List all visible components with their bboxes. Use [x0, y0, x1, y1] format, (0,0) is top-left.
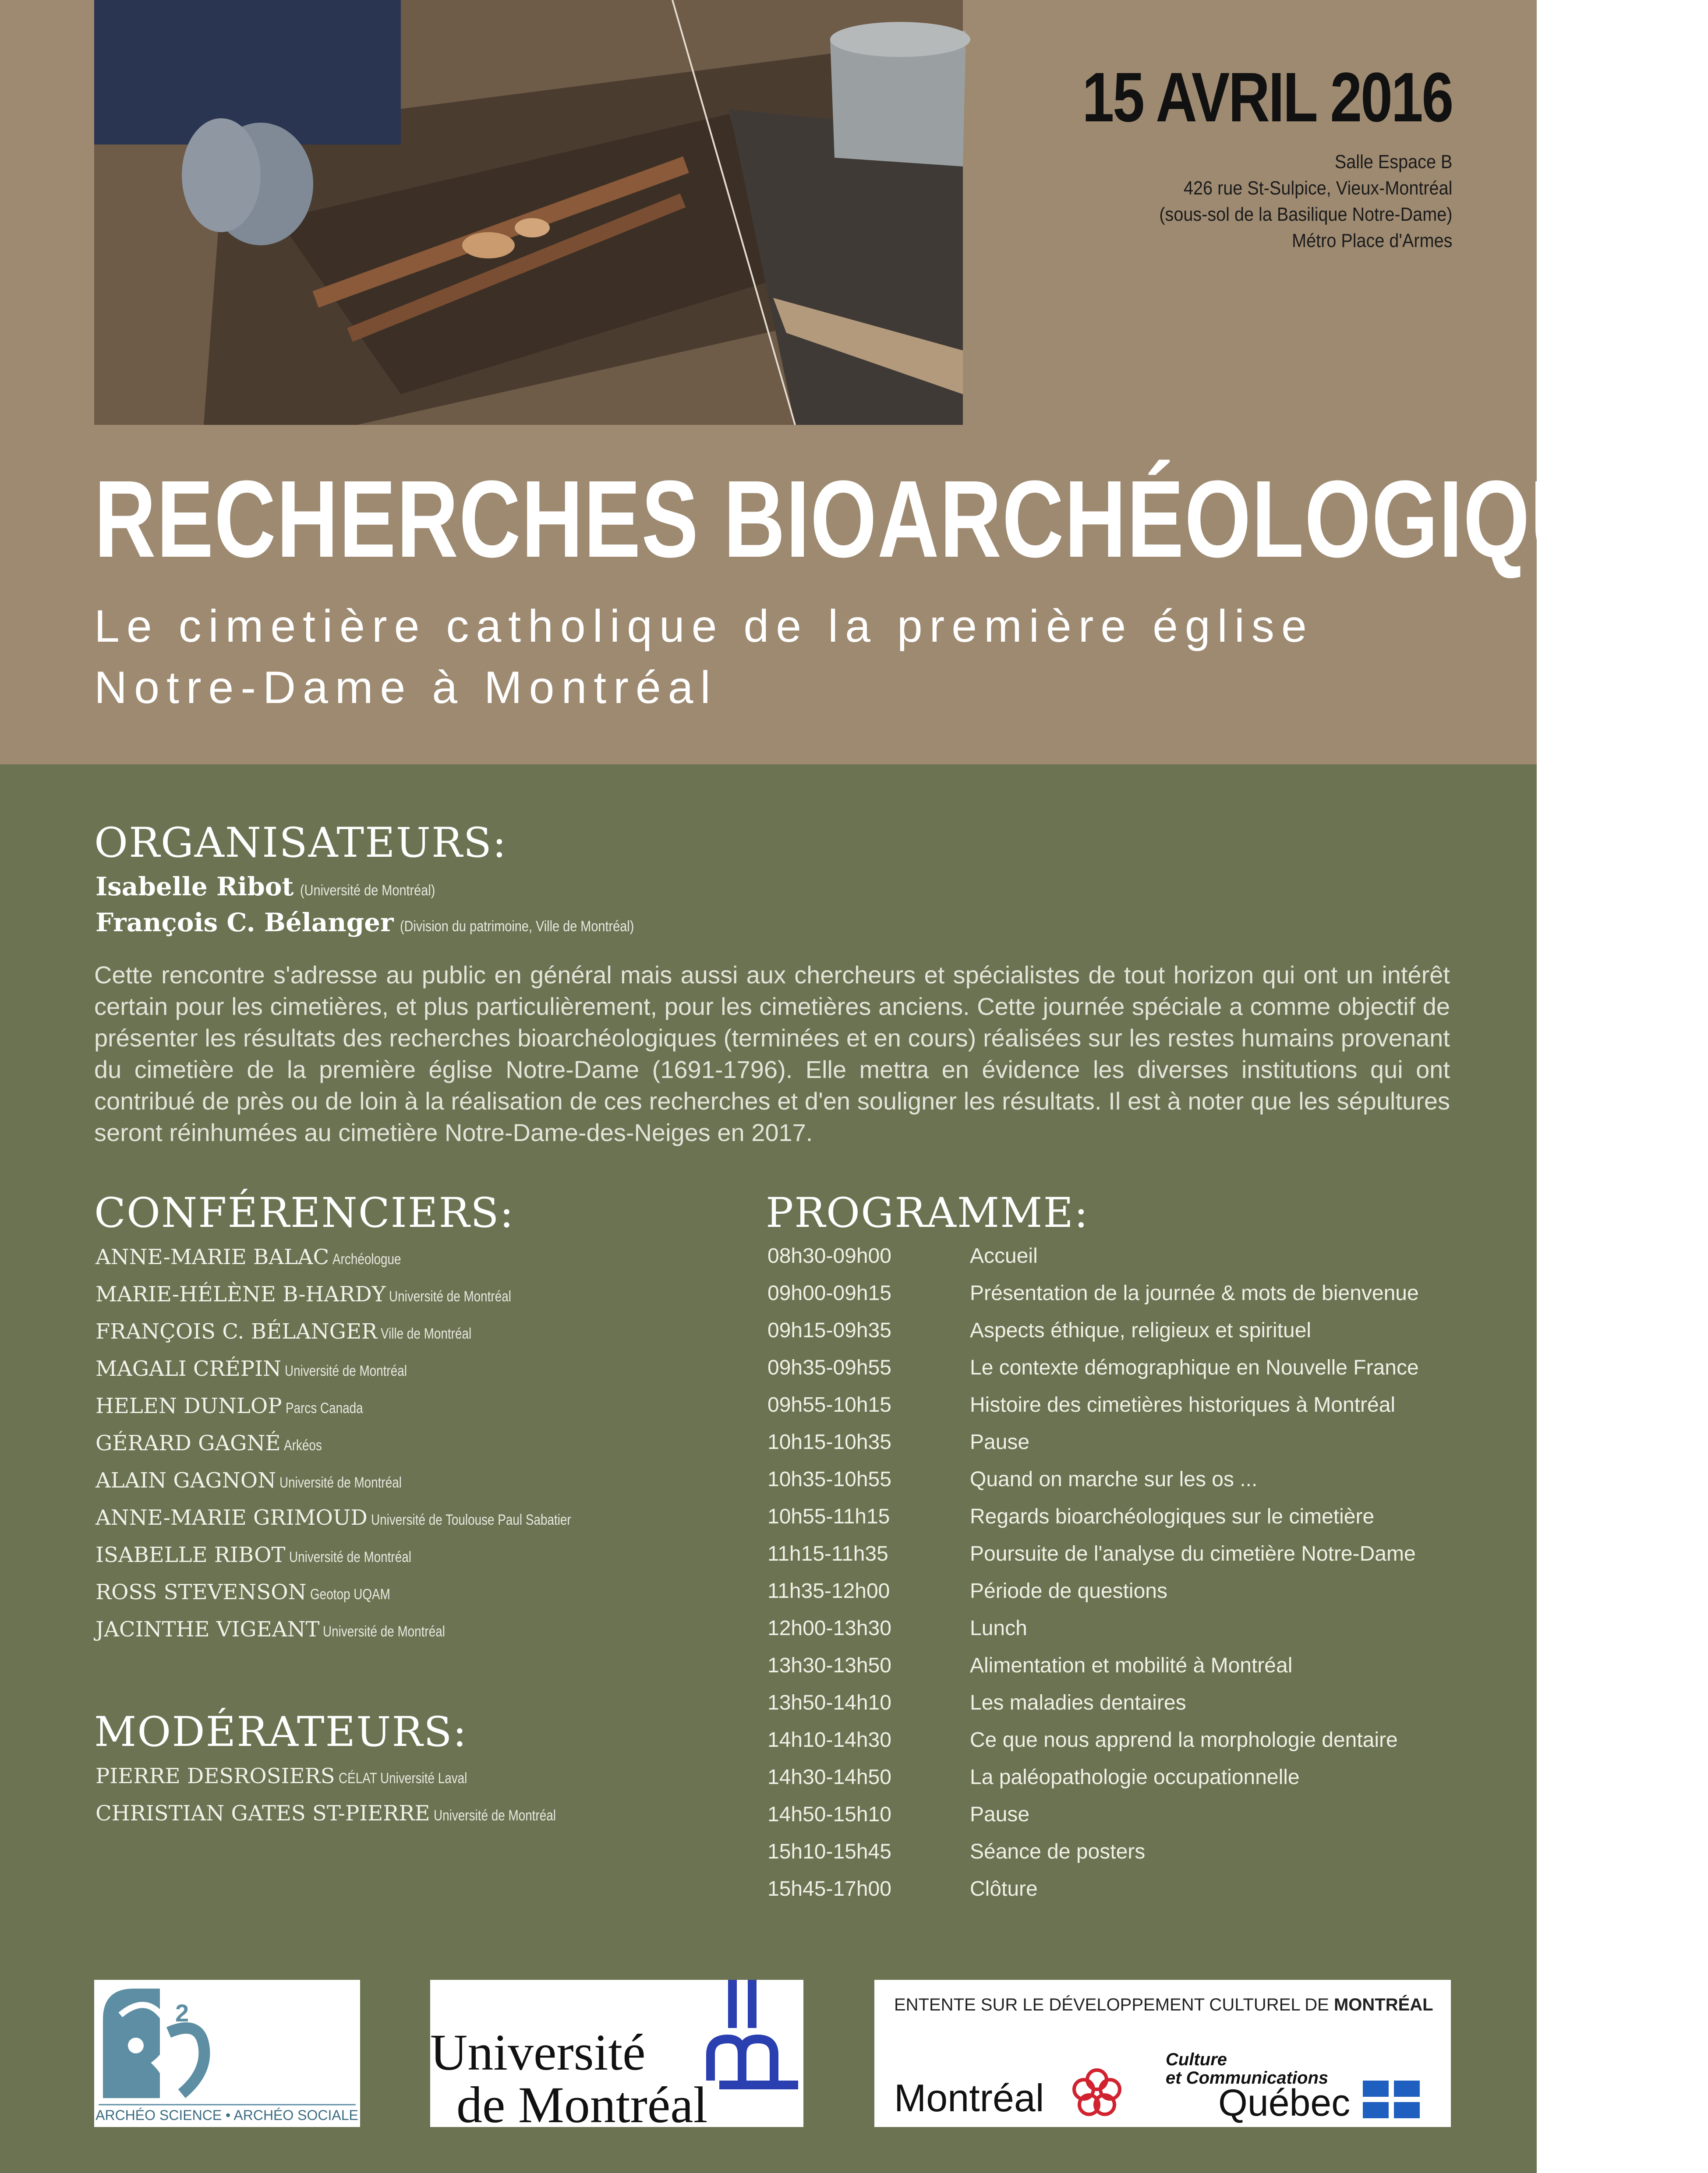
person-affiliation: Université de Montréal [285, 1363, 407, 1379]
list-item [95, 908, 675, 943]
list-item [95, 1430, 615, 1467]
person-name: JACINTHE VIGEANT [95, 1617, 320, 1642]
person-affiliation: Ville de Montréal [381, 1325, 472, 1342]
venue-address [1159, 149, 1452, 254]
programme-heading: PROGRAMME: [766, 1189, 1089, 1237]
person-affiliation: Geotop UQAM [310, 1586, 390, 1603]
udem-line2: de Montréal [456, 2076, 708, 2134]
person-name: ROSS STEVENSON [95, 1580, 307, 1604]
quebec-wordmark: Québec [1218, 2082, 1351, 2124]
schedule-event: Alimentation et mobilité à Montréal [970, 1654, 1293, 1677]
schedule-event: Les maladies dentaires [970, 1691, 1186, 1714]
list-item [95, 1318, 615, 1356]
schedule-event: Poursuite de l'analyse du cimetière Notre-Dame [970, 1542, 1416, 1565]
schedule-event: Regards bioarchéologiques sur le cimetière [970, 1505, 1375, 1528]
person-affiliation: Université de Montréal [433, 1807, 556, 1824]
person-affiliation: Université de Montréal [279, 1474, 402, 1491]
schedule-time: 13h30-13h50 [767, 1654, 891, 1677]
event-date: 15 AVRIL 2016 [1082, 58, 1452, 136]
person-affiliation: (Division du patrimoine, Ville de Montréal) [400, 918, 634, 935]
schedule-time: 12h00-13h30 [767, 1617, 891, 1640]
excavation-photo [94, 0, 963, 425]
entente-montreal-logo [874, 1980, 1451, 2127]
montreal-rose-icon [1074, 2070, 1120, 2114]
schedule-time: 14h10-14h30 [767, 1728, 891, 1752]
schedule-time: 14h50-15h10 [767, 1803, 891, 1826]
schedule-time: 08h30-09h00 [767, 1244, 891, 1268]
a2s-label: ARCHÉO SCIENCE • ARCHÉO SOCIALE [95, 2107, 358, 2123]
person-name: ALAIN GAGNON [95, 1468, 276, 1493]
udem-logo [430, 1980, 803, 2134]
person-name: GÉRARD GAGNÉ [95, 1431, 281, 1456]
venue-line: Salle Espace B [1334, 151, 1452, 173]
schedule-time: 15h10-15h45 [767, 1840, 891, 1863]
schedule-time: 10h15-10h35 [767, 1431, 891, 1454]
montreal-wordmark: Montréal [894, 2076, 1044, 2120]
person-affiliation: CÉLAT Université Laval [338, 1770, 467, 1787]
list-item [95, 1505, 615, 1542]
venue-line: Métro Place d'Armes [1291, 230, 1452, 251]
person-affiliation: Parcs Canada [285, 1400, 363, 1417]
person-name: Isabelle Ribot [95, 872, 294, 901]
schedule-event: Pause [970, 1803, 1030, 1826]
schedule-time: 11h15-11h35 [767, 1542, 888, 1565]
list-item [95, 1467, 615, 1505]
schedule-time: 09h00-09h15 [767, 1282, 891, 1305]
schedule-event: Quand on marche sur les os ... [970, 1468, 1258, 1491]
intro-paragraph: Cette rencontre s'adresse au public en général mais aussi aux chercheurs et spécialistes de tout horizon qui ont un intérêt certain pour les cimetières, et plus particulièrement, pour les cimetières anciens. Cette journée spéciale a comme objectif de présenter les résultats des recherches bioarchéologiques (terminées et en cours) réalisées sur les restes humains provenant du cimetière de la première église Notre-Dame (1691-1796). Elle mettra en évidence les diverses institutions qui ont contribué de près ou de loin à la réalisation de ces recherches et d'en souligner les résultats. Il est à noter que les sépultures seront réinhumées au cimetière Notre-Dame-des-Neiges en 2017. [94, 961, 1450, 1146]
person-name: CHRISTIAN GATES ST-PIERRE [95, 1801, 430, 1826]
list-item [95, 1579, 615, 1616]
list-item [95, 1763, 583, 1800]
person-name: PIERRE DESROSIERS [95, 1764, 335, 1788]
person-name: ISABELLE RIBOT [95, 1543, 286, 1567]
conferenciers-heading: CONFÉRENCIERS: [94, 1189, 515, 1237]
subtitle-line: Notre-Dame à Montréal [94, 662, 718, 713]
person-affiliation: Université de Montréal [289, 1549, 411, 1565]
person-affiliation: (Université de Montréal) [300, 882, 435, 899]
schedule-event: Présentation de la journée & mots de bienvenue [970, 1282, 1419, 1305]
person-name: FRANÇOIS C. BÉLANGER [95, 1319, 378, 1344]
schedule-event: Clôture [970, 1877, 1038, 1901]
subtitle-line: Le cimetière catholique de la première église [94, 601, 1314, 652]
person-name: HELEN DUNLOP [95, 1394, 282, 1418]
person-affiliation: Université de Toulouse Paul Sabatier [371, 1512, 571, 1528]
list-item [95, 872, 675, 908]
schedule-time: 10h35-10h55 [767, 1468, 891, 1491]
person-affiliation: Université de Montréal [323, 1623, 446, 1640]
person-name: MAGALI CRÉPIN [95, 1357, 282, 1381]
schedule-time: 11h35-12h00 [767, 1579, 890, 1603]
person-name: ANNE-MARIE GRIMOUD [95, 1505, 368, 1530]
schedule-time: 09h15-09h35 [767, 1319, 891, 1342]
schedule-event: Histoire des cimetières historiques à Montréal [970, 1393, 1396, 1417]
schedule-event: Le contexte démographique en Nouvelle France [970, 1356, 1419, 1379]
schedule-time: 10h55-11h15 [767, 1505, 890, 1528]
schedule-event: Lunch [970, 1617, 1027, 1640]
person-name: MARIE-HÉLÈNE B-HARDY [95, 1282, 386, 1307]
schedule-event: La paléopathologie occupationnelle [970, 1766, 1300, 1789]
a2s-logo [94, 1980, 360, 2127]
organisateurs-list [95, 872, 675, 943]
entente-prefix: ENTENTE SUR LE DÉVELOPPEMENT CULTUREL DE [894, 1995, 1329, 2014]
schedule-time: 09h55-10h15 [767, 1393, 891, 1417]
list-item [95, 1244, 615, 1281]
schedule-event: Période de questions [970, 1579, 1167, 1603]
schedule-event: Aspects éthique, religieux et spirituel [970, 1319, 1312, 1342]
organisateurs-heading: ORGANISATEURS: [94, 819, 507, 867]
person-affiliation: Arkéos [284, 1437, 322, 1454]
list-item [95, 1393, 615, 1430]
schedule-time: 09h35-09h55 [767, 1356, 891, 1379]
venue-line: 426 rue St-Sulpice, Vieux-Montréal [1183, 177, 1452, 199]
moderateurs-list [95, 1763, 583, 1837]
schedule-event: Séance de posters [970, 1840, 1146, 1863]
schedule-event: Ce que nous apprend la morphologie dentaire [970, 1728, 1398, 1752]
udem-emblem-icon [711, 1980, 798, 2085]
schedule-time: 13h50-14h10 [767, 1691, 891, 1714]
entente-city: MONTRÉAL [1333, 1995, 1433, 2014]
schedule-event: Pause [970, 1431, 1030, 1454]
moderateurs-heading: MODÉRATEURS: [94, 1708, 468, 1756]
list-item [95, 1616, 615, 1654]
quebec-flag-icon [1363, 2081, 1420, 2118]
list-item [95, 1356, 615, 1393]
list-item [95, 1542, 615, 1579]
culture-line1: Culture [1166, 2050, 1227, 2069]
schedule-time: 14h30-14h50 [767, 1766, 891, 1789]
list-item [95, 1281, 615, 1318]
poster-title: RECHERCHES BIOARCHÉOLOGIQUES [94, 458, 1708, 580]
person-affiliation: Archéologue [332, 1251, 401, 1268]
person-name: ANNE-MARIE BALAC [95, 1245, 329, 1269]
poster-subtitle [94, 596, 1452, 718]
svg-text:2: 2 [175, 1999, 189, 2027]
svg-text:ENTENTE SUR LE DÉVELOPPEMENT C [894, 1995, 1433, 2014]
schedule-time: 15h45-17h00 [767, 1877, 891, 1901]
conferenciers-list [95, 1244, 615, 1654]
culture-line2: et Communications [1166, 2068, 1329, 2088]
list-item [95, 1800, 583, 1837]
header-band [0, 0, 1708, 764]
venue-line: (sous-sol de la Basilique Notre-Dame) [1159, 204, 1452, 225]
person-affiliation: Université de Montréal [389, 1288, 512, 1305]
person-name: François C. Bélanger [95, 908, 394, 937]
schedule-event: Accueil [970, 1244, 1038, 1268]
udem-line1: Université [430, 2024, 646, 2081]
